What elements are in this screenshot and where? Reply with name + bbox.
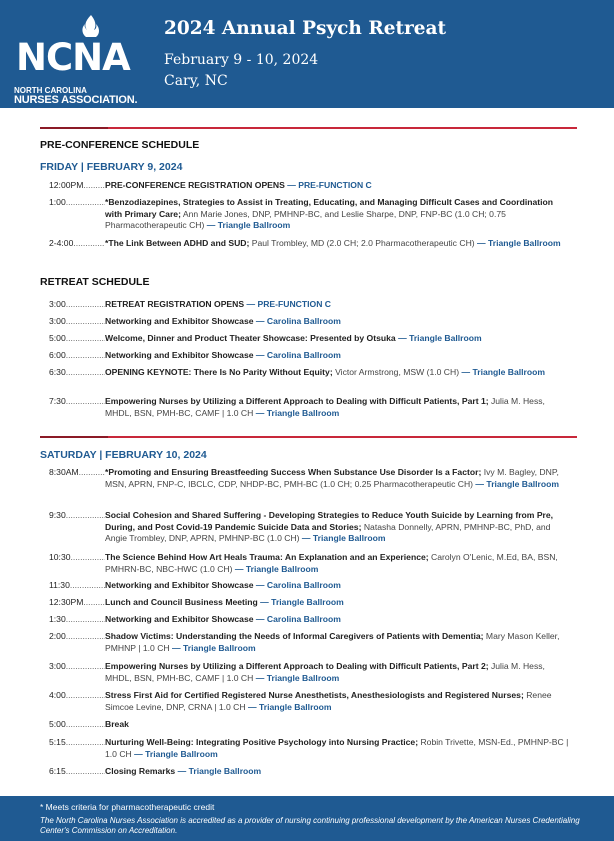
logo-org-line1: NORTH CAROLINA (14, 86, 87, 95)
item-location: Triangle Ballroom (271, 597, 344, 607)
item-time: 12:00PM ..... (49, 180, 105, 192)
logo-wordmark: NCNA (16, 36, 130, 79)
item-title: The Science Behind How Art Heals Trauma: An Explanation and an Experience; (105, 552, 429, 562)
item-title: *The Link Between ADHD and SUD; (105, 238, 250, 248)
item-title: RETREAT REGISTRATION OPENS (105, 299, 245, 309)
item-title: Empowering Nurses by Utilizing a Different Approach to Dealing with Difficult Patients, Part 2; (105, 661, 489, 671)
event-location: Cary, NC (164, 73, 228, 89)
item-location: Carolina Ballroom (266, 580, 341, 590)
pre-conference-heading: PRE-CONFERENCE SCHEDULE (40, 139, 200, 151)
item-location: Triangle Ballroom (183, 642, 256, 653)
section-divider (40, 127, 577, 129)
item-title: Closing Remarks (105, 766, 176, 776)
item-time: 9:30 ..... (49, 510, 105, 522)
item-speaker: Julia M. Hess, MHDL, BSN, PMH-BC, CAMF | 1.0 CH (105, 661, 545, 683)
item-location: Triangle Ballroom (409, 333, 482, 343)
item-location: Triangle Ballroom (145, 748, 218, 759)
item-speaker: Ann Marie Jones, DNP, PMHNP-BC, and Leslie Sharpe, DNP, FNP-BC (1.0 CH; 0.75 Pharmacotherapeutic CH) (105, 208, 506, 230)
item-location: Triangle Ballroom (258, 701, 332, 712)
item-location: Carolina Ballroom (266, 350, 341, 360)
item-title: *Promoting and Ensuring Breastfeeding Success When Substance Use Disorder Is a Factor; (105, 467, 482, 477)
item-time: 4:00 ..... (49, 690, 105, 702)
item-time: 6:15 ..... (49, 766, 105, 778)
item-time: 3:00 ..... (49, 661, 105, 673)
item-time: 5:00 ..... (49, 333, 105, 345)
item-title: PRE-CONFERENCE REGISTRATION OPENS (105, 180, 285, 190)
item-title: Networking and Exhibitor Showcase (105, 580, 254, 590)
item-speaker: Ivy M. Bagley, DNP, MSN, APRN, FNP-C, IBCLC, CDP, NHDP-BC, PMH-BC (1.0 CH; 0.25 Pharmacotherapeutic CH) (105, 467, 559, 489)
item-time: 2:00 ..... (49, 631, 105, 643)
retreat-heading: RETREAT SCHEDULE (40, 276, 150, 288)
ncna-logo (10, 8, 150, 104)
item-location: Triangle Ballroom (217, 220, 291, 230)
item-time: 3:00 ..... (49, 299, 105, 311)
item-speaker: Robin Trivette, MSN-Ed., PMHNP-BC | 1.0 CH (105, 737, 569, 759)
item-title: Break (105, 719, 129, 729)
item-speaker: Renee Simcoe Levine, DNP, CRNA | 1.0 CH (105, 690, 552, 712)
item-location: Triangle Ballroom (488, 238, 561, 248)
item-location: Triangle Ballroom (245, 563, 319, 574)
item-title: OPENING KEYNOTE: There Is No Parity Without Equity; (105, 367, 333, 377)
item-time: 8:30AM ..... (49, 467, 105, 479)
section-divider (40, 436, 577, 438)
header-banner (0, 0, 614, 108)
item-speaker: Julia M. Hess, MHDL, BSN, PMH-BC, CAMF | 1.0 CH (105, 396, 545, 418)
item-time: 10:30 ..... (49, 552, 105, 564)
item-title: Networking and Exhibitor Showcase (105, 350, 254, 360)
item-speaker: Victor Armstrong, MSW (1.0 CH) (335, 367, 460, 377)
item-location: Triangle Ballroom (312, 533, 386, 543)
item-title: Empowering Nurses by Utilizing a Different Approach to Dealing with Difficult Patients, Part 1; (105, 396, 489, 406)
logo-org-name (14, 86, 137, 106)
item-speaker: Paul Trombley, MD (2.0 CH; 2.0 Pharmacotherapeutic CH) (251, 238, 475, 248)
item-location: Carolina Ballroom (266, 316, 341, 326)
item-time: 5:00 ..... (49, 719, 105, 731)
friday-heading: FRIDAY | FEBRUARY 9, 2024 (40, 161, 183, 173)
pharmacotherapeutic-note: * Meets criteria for pharmacotherapeutic credit (40, 802, 215, 812)
event-dates: February 9 - 10, 2024 (164, 52, 319, 68)
event-title: 2024 Annual Psych Retreat (164, 18, 447, 39)
item-time: 2-4:00 ..... (49, 238, 105, 250)
item-location: Triangle Ballroom (266, 407, 340, 418)
item-location: Triangle Ballroom (472, 367, 546, 377)
item-time: 1:00 ..... (49, 197, 105, 209)
saturday-heading: SATURDAY | FEBRUARY 10, 2024 (40, 449, 207, 461)
item-title: Lunch and Council Business Meeting (105, 597, 258, 607)
item-title: Networking and Exhibitor Showcase (105, 614, 254, 624)
item-location: PRE-FUNCTION C (298, 180, 372, 190)
accreditation-statement: The North Carolina Nurses Association is accredited as a provider of nursing continuing professional development by the American Nurses Credentialing Center's Commission on Accreditation. (40, 816, 580, 835)
item-location: Triangle Ballroom (266, 672, 340, 683)
item-title: Social Cohesion and Shared Suffering - Developing Strategies to Reduce Youth Suicide by Learning from Pre, During, and Post Covid-19 Pandemic Suicide Data and Stories; (105, 510, 554, 532)
item-time: 11:30 ..... (49, 580, 105, 592)
logo-org-line2: NURSES ASSOCIATION. (14, 94, 138, 106)
footer-banner (0, 796, 614, 841)
item-time: 6:30 ..... (49, 367, 105, 379)
item-title: Welcome, Dinner and Product Theater Showcase: Presented by Otsuka (105, 333, 396, 343)
item-time: 6:00 ..... (49, 350, 105, 362)
item-time: 1:30 ..... (49, 614, 105, 626)
item-title: Stress First Aid for Certified Registered Nurse Anesthetists, Anesthesiologists and Registered Nurses; (105, 690, 524, 700)
item-time: 7:30 ..... (49, 396, 105, 408)
item-location: Carolina Ballroom (266, 614, 341, 624)
item-time: 5:15 ..... (49, 737, 105, 749)
item-speaker: Natasha Donnelly, APRN, PMHNP-BC, PhD, and Angie Trombley, DNP, APRN, PMHNP-BC (1.0 CH) (105, 521, 551, 543)
item-time: 12:30PM ..... (49, 597, 105, 609)
item-speaker: Mary Mason Keller, PMHNP | 1.0 CH (105, 631, 560, 653)
item-speaker: Carolyn O'Lenic, M.Ed, BA, BSN, PMHRN-BC, NBC-HWC (1.0 CH) (105, 552, 558, 574)
item-title: Networking and Exhibitor Showcase (105, 316, 254, 326)
item-title: Nurturing Well-Being: Integrating Positive Psychology into Nursing Practice; (105, 737, 419, 747)
item-title: Shadow Victims: Understanding the Needs of Informal Caregivers of Patients with Dementia; (105, 631, 484, 641)
item-location: Triangle Ballroom (486, 478, 560, 489)
item-time: 3:00 ..... (49, 316, 105, 328)
item-location: Triangle Ballroom (188, 766, 262, 776)
item-title: *Benzodiazepines, Strategies to Assist in Treating, Educating, and Managing Difficult Cases and Coordination with Primary Care; (105, 197, 554, 219)
item-location: PRE-FUNCTION C (257, 299, 332, 309)
